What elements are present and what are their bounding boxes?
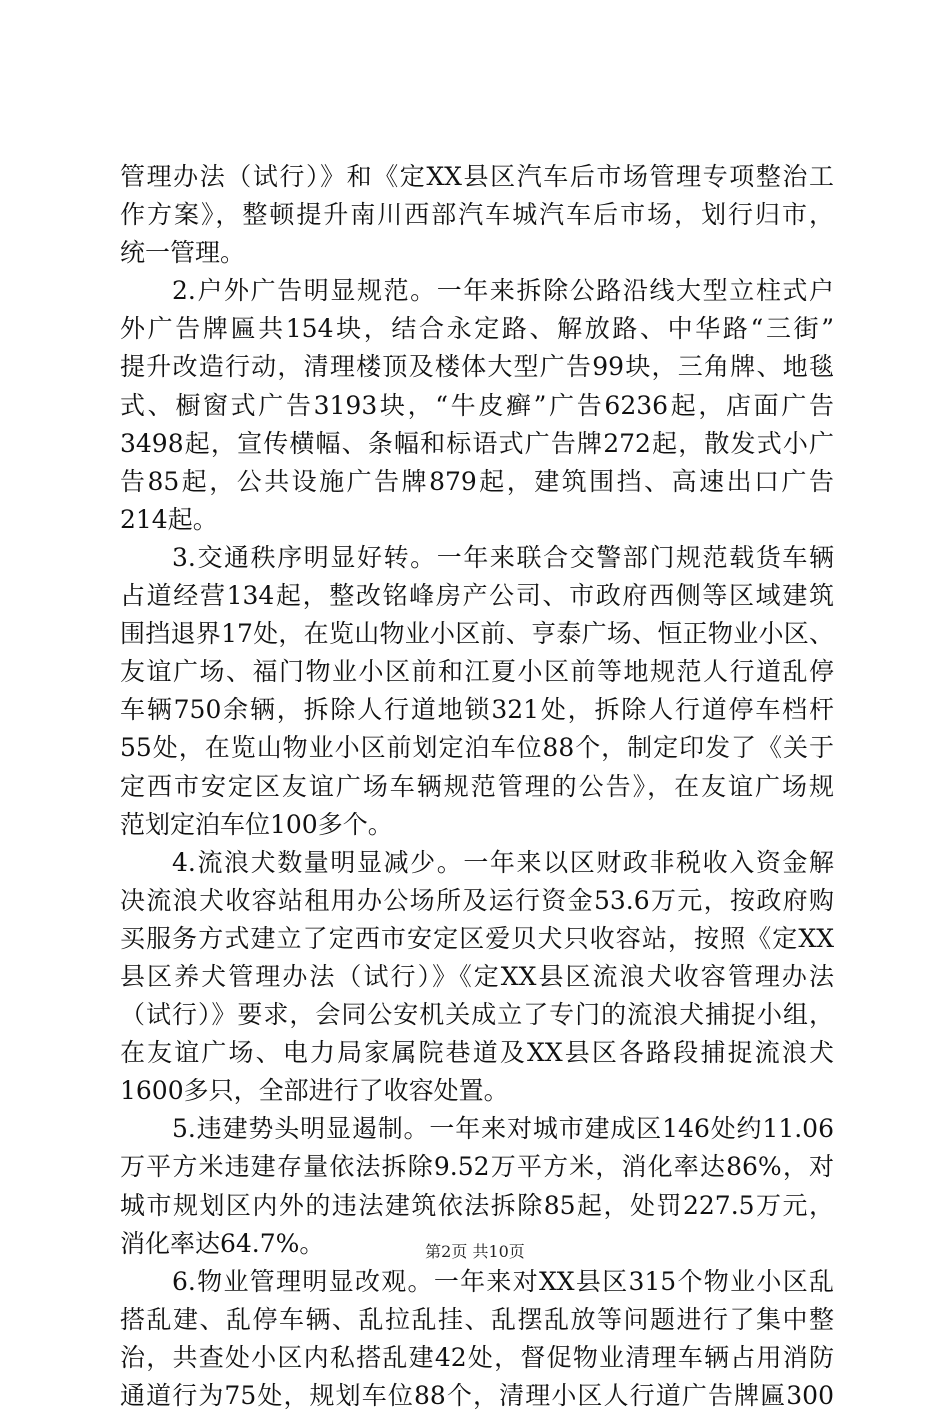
text-line: 买服务方式建立了定西市安定区爱贝犬只收容站，按照《定XX bbox=[120, 923, 834, 953]
text-line: 1600多只，全部进行了收容处置。 bbox=[120, 1076, 509, 1106]
text-line: 万平方米违建存量依法拆除9.52万平方米，消化率达86%，对 bbox=[120, 1152, 834, 1182]
text-line: 占道经营134起，整改铭峰房产公司、市政府西侧等区域建筑 bbox=[120, 581, 834, 611]
text-line: （试行）》要求，会同公安机关成立了专门的流浪犬捕捉小组， bbox=[120, 1000, 834, 1030]
text-line: 通道行为75处，规划车位88个，清理小区人行道广告牌匾300 bbox=[120, 1381, 834, 1410]
text-line: 3.交通秩序明显好转。一年来联合交警部门规范载货车辆 bbox=[172, 542, 834, 572]
text-line: 治，共查处小区内私搭乱建42处，督促物业清理车辆占用消防 bbox=[120, 1342, 834, 1372]
text-line: 5.违建势头明显遏制。一年来对城市建成区146处约11.06 bbox=[172, 1114, 834, 1144]
text-line: 定西市安定区友谊广场车辆规范管理的公告》，在友谊广场规 bbox=[120, 771, 834, 801]
text-line: 搭乱建、乱停车辆、乱拉乱挂、乱摆乱放等问题进行了集中整 bbox=[120, 1304, 834, 1334]
text-line: 决流浪犬收容站租用办公场所及运行资金53.6万元，按政府购 bbox=[120, 885, 834, 915]
text-line: 外广告牌匾共154块，结合永定路、解放路、中华路“三街” bbox=[120, 314, 834, 344]
text-line: 管理办法（试行）》和《定XX县区汽车后市场管理专项整治工 bbox=[120, 162, 834, 191]
text-line: 县区养犬管理办法（试行）》《定XX县区流浪犬收容管理办法 bbox=[120, 961, 834, 991]
page-footer: 第2页 共10页 bbox=[425, 1242, 525, 1261]
document-body bbox=[120, 158, 834, 1415]
text-line: 围挡退界17处，在览山物业小区前、亨泰广场、恒正物业小区、 bbox=[120, 619, 834, 649]
text-line: 作方案》，整顿提升南川西部汽车城汽车后市场，划行归市， bbox=[120, 200, 834, 230]
text-line: 告85起，公共设施广告牌879起，建筑围挡、高速出口广告 bbox=[120, 466, 834, 496]
text-line: 提升改造行动，清理楼顶及楼体大型广告99块，三角牌、地毯 bbox=[120, 352, 834, 382]
text-line: 统一管理。 bbox=[120, 238, 246, 268]
text-line: 城市规划区内外的违法建筑依法拆除85起，处罚227.5万元， bbox=[120, 1190, 834, 1220]
text-line: 车辆750余辆，拆除人行道地锁321处，拆除人行道停车档杆 bbox=[120, 695, 834, 725]
text-line: 6.物业管理明显改观。一年来对XX县区315个物业小区乱 bbox=[172, 1266, 834, 1296]
text-line: 式、橱窗式广告3193块，“牛皮癣”广告6236起，店面广告 bbox=[120, 390, 834, 420]
text-line: 范划定泊车位100多个。 bbox=[120, 809, 393, 839]
text-line: 214起。 bbox=[120, 504, 218, 534]
text-line: 3498起，宣传横幅、条幅和标语式广告牌272起，散发式小广 bbox=[120, 428, 834, 458]
text-line: 55处，在览山物业小区前划定泊车位88个，制定印发了《关于 bbox=[120, 733, 834, 763]
text-line: 在友谊广场、电力局家属院巷道及XX县区各路段捕捉流浪犬 bbox=[120, 1038, 834, 1068]
text-line: 消化率达64.7%。 bbox=[120, 1228, 325, 1258]
text-line: 4.流浪犬数量明显减少。一年来以区财政非税收入资金解 bbox=[172, 847, 834, 877]
text-line: 友谊广场、福门物业小区前和江夏小区前等地规范人行道乱停 bbox=[120, 657, 834, 687]
text-line: 2.户外广告明显规范。一年来拆除公路沿线大型立柱式户 bbox=[172, 276, 834, 306]
